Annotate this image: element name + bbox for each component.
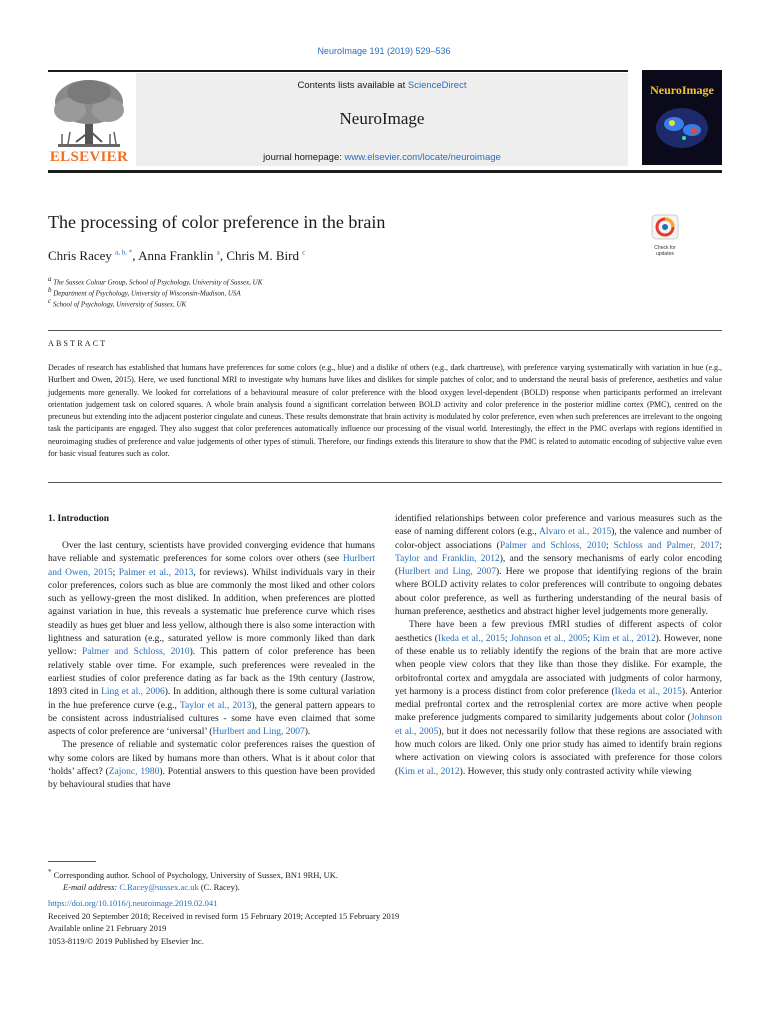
publication-info xyxy=(48,897,399,947)
check-updates-icon xyxy=(646,214,684,240)
footnote-corresponding xyxy=(48,866,338,881)
paragraph-text: , for reviews). Whilst individuals vary in their color preferences, colors such as blue are commonly the most liked and other colors such as yellowy-green the most disliked. In addition, when preferences are plotted against variation in hue, this reveals a systematic hue preference curve which rises steadily as hues get bluer and less yellow, although there is also some interaction with lightness and saturation (e.g., saturated yellow is more commonly liked than dark yellow: xyxy=(48,567,375,658)
header-top-rule xyxy=(48,70,628,72)
affiliation-text: The Sussex Colour Group, School of Psychology, University of Sussex, UK xyxy=(53,278,263,287)
homepage-link[interactable]: www.elsevier.com/locate/neuroimage xyxy=(344,152,501,163)
received-dates: Received 20 September 2018; Received in revised form 15 February 2019; Accepted 15 February 2019 xyxy=(48,910,400,921)
citation-link[interactable]: Ling et al., 2006 xyxy=(101,687,165,698)
paragraph-text: ). In addition, although there is some cultural variation in the hue preference curve (e.g., xyxy=(48,687,375,711)
affiliation-text: Department of Psychology, University of Wisconsin-Madison, USA xyxy=(53,289,241,298)
citation-link[interactable]: Schloss and Palmer, 2017 xyxy=(613,540,720,551)
citation-link[interactable]: Zajonc, 1980 xyxy=(108,767,160,778)
paragraph xyxy=(395,619,722,779)
paper-title: The processing of color preference in the brain xyxy=(48,212,386,232)
author-separator: , xyxy=(132,248,139,263)
paragraph-text: ), and the sensory mechanisms of early color encoding ( xyxy=(395,553,722,578)
citation-link[interactable]: Kim et al., 2012 xyxy=(592,633,656,644)
paragraph-text: ). This pattern of color preference has been relatively stable over time. For example, such preferences were revealed in the earliest studies of color preference dating as far back as the 19th century (Jastrow, 1893 cited in xyxy=(48,647,375,698)
citation-link[interactable]: Johnson et al., 2005 xyxy=(395,713,722,737)
email-suffix: (C. Racey). xyxy=(198,881,240,892)
paragraph-text: identified relationships between color preference and various measures such as the ease of naming different colors (e.g., xyxy=(395,514,722,538)
author-separator: , xyxy=(219,248,227,263)
corresponding-author-note: Corresponding author. School of Psychology, University of Sussex, BN1 9RH, UK. xyxy=(53,869,339,880)
footnote xyxy=(48,866,338,893)
abstract-top-rule xyxy=(48,330,722,331)
copyright: 1053-8119/© 2019 Published by Elsevier Inc. xyxy=(48,935,204,946)
citation-link[interactable]: Hurlbert and Ling, 2007 xyxy=(398,567,497,578)
citation-link[interactable]: Alvaro et al., 2015 xyxy=(539,527,612,538)
header-bottom-rule xyxy=(48,170,722,173)
citation-link[interactable]: Palmer et al., 2013 xyxy=(118,567,194,578)
homepage-line xyxy=(136,152,628,163)
citation-link[interactable]: Taylor and Franklin, 2012 xyxy=(395,553,500,564)
affiliation xyxy=(48,297,186,308)
citation-link[interactable]: Ikeda et al., 2015 xyxy=(437,633,505,644)
paragraph-text: There have been a few previous fMRI studies of different aspects of color aesthetics ( xyxy=(395,620,722,644)
journal-cover[interactable] xyxy=(642,70,722,165)
paragraph-text: ), the general pattern appears to be consistent across industrialised cultures - some have even claimed that some aspects of color preference are ‘universal’ ( xyxy=(48,700,376,738)
paragraph-text: ). However, this study only contrasted activity while viewing xyxy=(459,766,692,777)
abstract-text: Decades of research has established that humans have preferences for some colors (e.g., blue) and a dislike of others (e.g., dark chartreuse), with preference varying systematically with variation in hue (e.g., Hurlbert and Owen, 2015). Here, we used functional MRI to investigate why humans have likes and dislikes for simple patches of color, and to understand the neural basis of preference, aesthetics and value judgements more generally. We looked for correlations of a behavioural measure of color preference with the blood oxygen level-dependent (BOLD) response when participants performed an irrelevant orientation judgement task on colored squares. A whole brain analysis found a significant correlation between BOLD activity and color preference in the posterior midline cortex (PMC), centred on the precuneus but extending into the adjacent posterior cingulate and cuneus. These results demonstrate that brain activity is modulated by color preference, even when such preferences are irrelevant to the ongoing task the participants are engaged. They also suggest that color preferences automatically influence our processing of the visual world. Interestingly, the effect in the PMC overlaps with regions identified in neuroimaging studies of preference and value judgements of other types of stimuli. Therefore, our findings extends this literature to show that the PMC is related to automatic encoding of subjective value even for basic visual features such as color. xyxy=(48,363,722,459)
contents-line xyxy=(136,80,628,91)
homepage-label: journal homepage: xyxy=(263,152,345,163)
paragraph-text: ). However, none of these enable us to reliably identify the regions of the brain that are more active when people view colors that they like than those they dislike. For example, the orbitofrontal cortex and amygdala are associated with judgments of color harmony, yet harmony is a process distinct from color preference ( xyxy=(395,633,723,697)
affiliation xyxy=(48,275,262,286)
paragraph-text: ). Here we propose that identifying regions of the brain where BOLD activity relates to color preferences will contribute to ongoing debates about color preference, as well as furthering understanding of the neural basis of human preference, aesthetics and abstract higher level judgements more generally. xyxy=(395,567,723,618)
citation-link[interactable]: Hurlbert and Owen, 2015 xyxy=(48,554,375,578)
footnote-email xyxy=(48,881,338,893)
footnote-rule xyxy=(48,861,96,862)
author-list xyxy=(48,248,305,264)
abstract-bottom-rule xyxy=(48,482,722,483)
citation-link[interactable]: Kim et al., 2012 xyxy=(398,766,460,777)
author-name: Chris M. Bird xyxy=(226,248,299,263)
body-column-left xyxy=(48,540,375,793)
affiliation-key: b xyxy=(48,286,52,294)
citation-link[interactable]: Johnson et al., 2005 xyxy=(510,633,588,644)
cover-title: NeuroImage xyxy=(650,83,714,97)
author-affiliation-marks[interactable]: a xyxy=(216,248,220,257)
paragraph-text: ). xyxy=(304,727,311,738)
footnote-symbol: * xyxy=(48,868,52,876)
available-online: Available online 21 February 2019 xyxy=(48,923,167,933)
citation-link[interactable]: Palmer and Schloss, 2010 xyxy=(499,540,606,551)
affiliation-key: a xyxy=(48,275,52,283)
paragraph xyxy=(48,739,375,792)
body-column-right xyxy=(395,513,722,779)
author-name: Chris Racey xyxy=(48,248,112,263)
paragraph-text: Over the last century, scientists have provided converging evidence that humans have reliable and systematic preferences for some colors over others (see xyxy=(48,541,375,565)
paragraph xyxy=(395,513,722,619)
paragraph-text: ; xyxy=(504,633,511,644)
paragraph-text: ). Anterior medial prefrontal cortex and the retrosplenial cortex are more active when people make preference judgments compared to similarity judgements about color ( xyxy=(395,686,722,724)
paragraph-text: ; xyxy=(719,540,723,551)
paragraph-text: ), the valence and number of color-object associations ( xyxy=(395,527,723,551)
check-for-updates-badge[interactable] xyxy=(646,214,684,257)
affiliation-text: School of Psychology, University of Sussex, UK xyxy=(52,300,187,309)
sciencedirect-link[interactable]: ScienceDirect xyxy=(407,80,467,91)
affiliation-key: c xyxy=(48,297,52,305)
affiliation xyxy=(48,286,241,297)
paragraph-text: ). Potential answers to this question have been provided by behavioural studies that have xyxy=(48,767,375,791)
journal-name: NeuroImage xyxy=(339,109,425,128)
paragraph-text: ; xyxy=(587,633,593,644)
paragraph xyxy=(48,540,375,739)
email-link[interactable]: C.Racey@sussex.ac.uk xyxy=(119,881,199,892)
paragraph-text: ), but it does not necessarily follow that these regions are associated with how much colors are liked. Only one prior study has aimed to identify brain regions where activation on viewing colors is associated with preference for those colors ( xyxy=(395,726,722,777)
paragraph-text: ; xyxy=(605,540,614,551)
citation-link[interactable]: Hurlbert and Ling, 2007 xyxy=(212,727,305,738)
citation-link[interactable]: Ikeda et al., 2015 xyxy=(614,686,682,697)
journal-reference[interactable]: NeuroImage 191 (2019) 529–536 xyxy=(317,46,451,56)
author-affiliation-marks[interactable]: a, b, * xyxy=(115,248,133,257)
paragraph-text: ; xyxy=(112,567,119,578)
contents-prefix: Contents lists available at xyxy=(297,80,408,91)
publisher-name: ELSEVIER xyxy=(49,149,129,165)
paragraph-text: The presence of reliable and systematic color preferences raises the question of why some colors are liked by humans more than others. What is it about color that ‘holds’ affect? ( xyxy=(48,740,375,778)
check-updates-label: Check for updates xyxy=(654,245,676,257)
section-heading-introduction: 1. Introduction xyxy=(48,514,110,524)
citation-link[interactable]: Taylor et al., 2013 xyxy=(179,700,252,711)
email-label: E-mail address: xyxy=(63,881,120,892)
brain-scan-image xyxy=(642,98,722,165)
citation-link[interactable]: Palmer and Schloss, 2010 xyxy=(82,647,190,658)
doi-link[interactable]: https://doi.org/10.1016/j.neuroimage.2019.02.041 xyxy=(48,898,218,908)
author-affiliation-marks[interactable]: c xyxy=(302,248,306,257)
abstract-heading: ABSTRACT xyxy=(48,339,108,348)
author-name: Anna Franklin xyxy=(138,248,214,263)
